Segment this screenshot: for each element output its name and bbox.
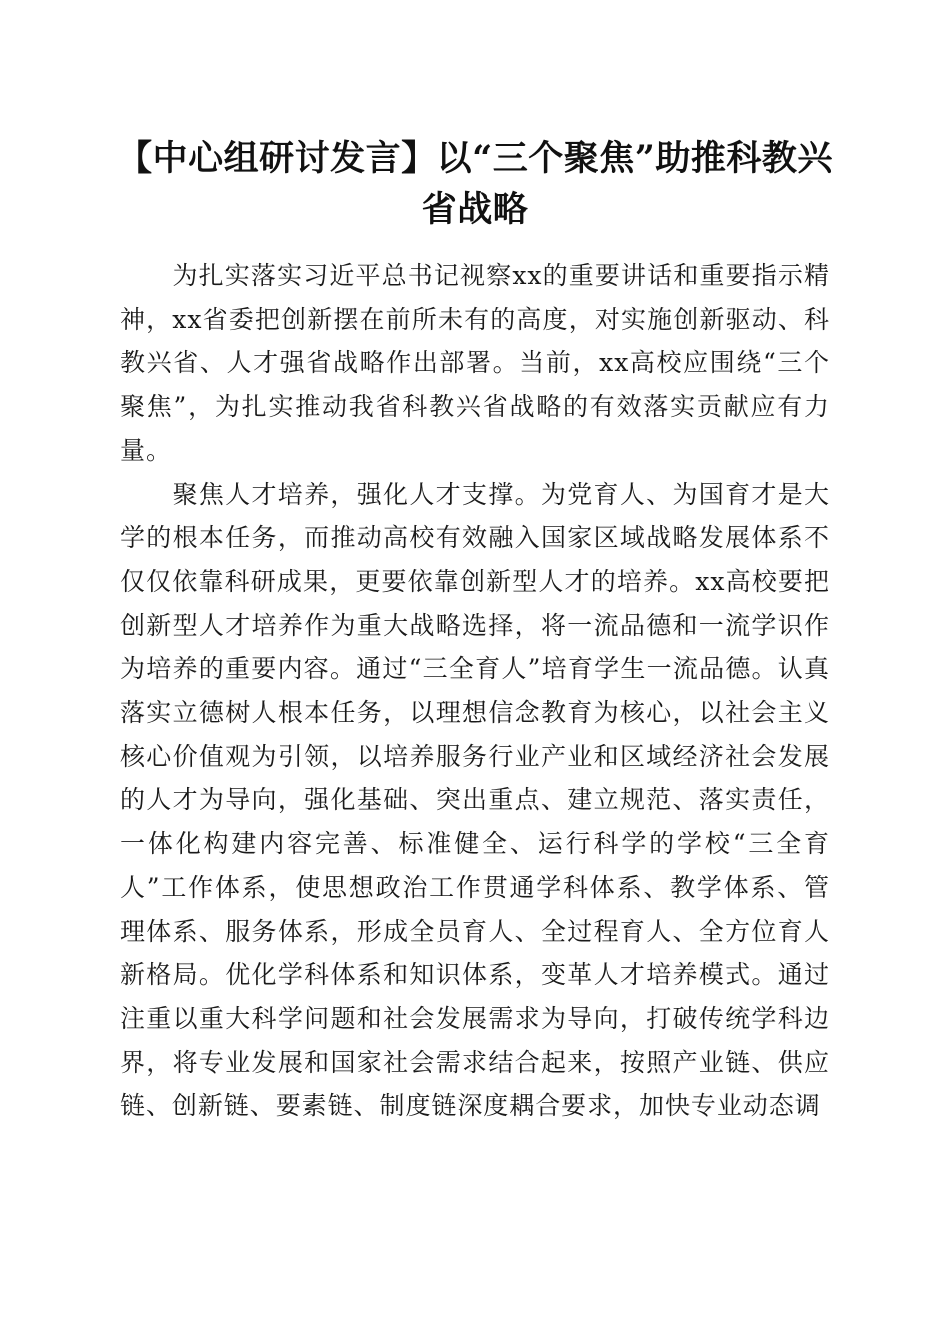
document-title: 【中心组研讨发言】以“三个聚焦”助推科教兴省战略 (117, 138, 833, 230)
paragraph-intro: 为扎实落实习近平总书记视察xx的重要讲话和重要指示精神，xx省委把创新摆在前所未有的高度，对实施创新驱动、科教兴省、人才强省战略作出部署。当前，xx高校应围绕“三个聚焦”，为扎实推动我省科教兴省战略的有效落实贡献应有力量。 (120, 261, 830, 465)
paragraph-talent-training: 聚焦人才培养，强化人才支撑。为党育人、为国育才是大学的根本任务，而推动高校有效融入国家区域战略发展体系不仅仅依靠科研成果，更要依靠创新型人才的培养。xx高校要把创新型人才培养作为重大战略选择，将一流品德和一流学识作为培养的重要内容。通过“三全育人”培育学生一流品德。认真落实立德树人根本任务，以理想信念教育为核心，以社会主义核心价值观为引领，以培养服务行业产业和区域经济社会发展的人才为导向，强化基础、突出重点、建立规范、落实责任，一体化构建内容完善、标准健全、运行科学的学校“三全育人”工作体系，使思想政治工作贯通学科体系、教学体系、管理体系、服务体系，形成全员育人、全过程育人、全方位育人新格局。优化学科体系和知识体系，变革人才培养模式。通过注重以重大科学问题和社会发展需求为导向，打破传统学科边界，将专业发展和国家社会需求结合起来，按照产业链、供应链、创新链、要素链、制度链深度耦合要求，加快专业动态调 (120, 479, 830, 1121)
document-body (120, 254, 830, 1128)
